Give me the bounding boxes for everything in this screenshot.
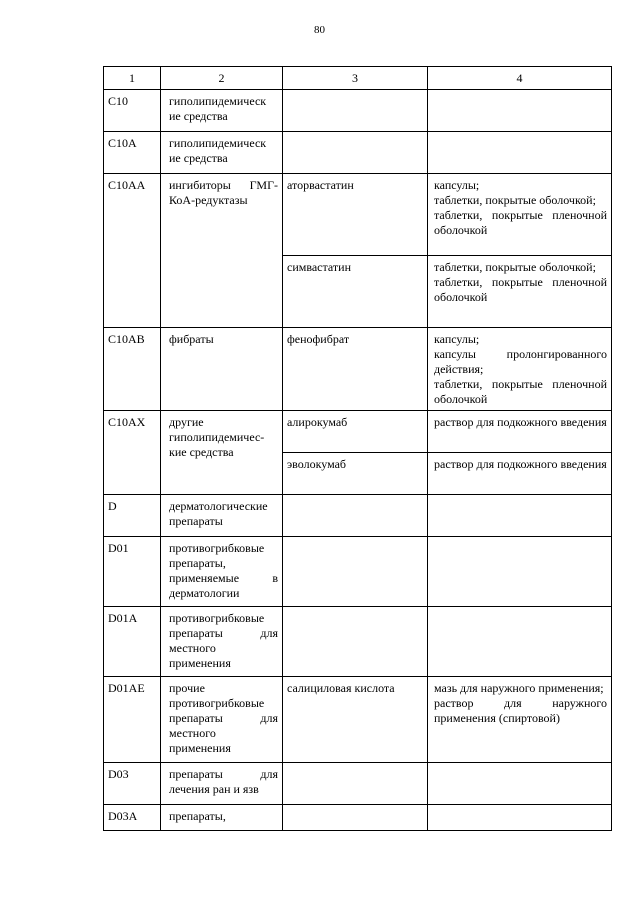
drug-name-cell	[283, 607, 428, 677]
group-name-cell: противогрибковые препараты для местного применения	[161, 607, 283, 677]
table-row	[104, 537, 612, 607]
dosage-form-line: мазь для наружного применения;	[434, 681, 604, 695]
dosage-form-line: таблетки, покрытые оболочкой;	[434, 260, 596, 274]
dosage-form-cell	[428, 90, 612, 132]
drug-classification-table	[103, 66, 612, 831]
dosage-form-line: раствор для подкожного введения	[434, 457, 607, 471]
atc-code-cell: D03	[104, 763, 161, 805]
drug-name-cell: симвастатин	[283, 256, 428, 328]
column-header: 1	[104, 67, 161, 90]
group-name-cell: дерматологические препараты	[161, 495, 283, 537]
atc-code-cell: C10AA	[104, 174, 161, 328]
group-name-cell: прочие противогрибковые препараты для местного применения	[161, 677, 283, 763]
group-name-cell: фибраты	[161, 328, 283, 411]
dosage-form-line: таблетки, покрытые пленочной оболочкой	[434, 208, 607, 237]
table-row	[104, 763, 612, 805]
dosage-form-cell	[428, 411, 612, 453]
group-name-cell: противогрибковые препараты, применяемые в дерматологии	[161, 537, 283, 607]
group-name-cell: ингибиторы ГМГ-КоА-редуктазы	[161, 174, 283, 328]
drug-name-cell: салициловая кислота	[283, 677, 428, 763]
group-name-cell: другие гиполипидемичес-кие средства	[161, 411, 283, 495]
dosage-form-line: таблетки, покрытые пленочной оболочкой	[434, 275, 607, 304]
dosage-form-line: капсулы;	[434, 178, 480, 192]
dosage-form-cell	[428, 256, 612, 328]
group-name-cell: препараты,	[161, 805, 283, 831]
group-name-cell: гиполипидемическ ие средства	[161, 132, 283, 174]
dosage-form-line: раствор для подкожного введения	[434, 415, 607, 429]
dosage-form-cell	[428, 805, 612, 831]
column-header: 3	[283, 67, 428, 90]
dosage-form-cell	[428, 537, 612, 607]
dosage-form-line: таблетки, покрытые пленочной оболочкой	[434, 377, 607, 406]
page-number: 80	[314, 24, 325, 36]
dosage-form-cell	[428, 607, 612, 677]
drug-name-cell	[283, 90, 428, 132]
atc-code-cell: C10AB	[104, 328, 161, 411]
atc-code-cell: D01A	[104, 607, 161, 677]
atc-code-cell: C10AX	[104, 411, 161, 495]
dosage-form-line: раствор для наружного применения (спиртовой)	[434, 696, 607, 725]
dosage-form-line: капсулы пролонгированного действия;	[434, 347, 607, 376]
table-row	[104, 174, 612, 256]
drug-name-cell: алирокумаб	[283, 411, 428, 453]
drug-name-cell	[283, 132, 428, 174]
table-row	[104, 677, 612, 763]
dosage-form-cell	[428, 132, 612, 174]
group-name-cell: гиполипидемическ ие средства	[161, 90, 283, 132]
atc-code-cell: D	[104, 495, 161, 537]
column-header: 2	[161, 67, 283, 90]
table-body	[104, 90, 612, 831]
drug-name-cell	[283, 537, 428, 607]
drug-name-cell: аторвастатин	[283, 174, 428, 256]
table-row	[104, 495, 612, 537]
dosage-form-cell	[428, 453, 612, 495]
drug-name-cell	[283, 495, 428, 537]
dosage-form-line: капсулы;	[434, 332, 480, 346]
table-row	[104, 328, 612, 411]
dosage-form-cell	[428, 328, 612, 411]
atc-code-cell: D01	[104, 537, 161, 607]
column-header: 4	[428, 67, 612, 90]
table-row	[104, 607, 612, 677]
atc-code-cell: D03A	[104, 805, 161, 831]
table-row	[104, 90, 612, 132]
table-row	[104, 411, 612, 453]
dosage-form-cell	[428, 677, 612, 763]
drug-name-cell	[283, 763, 428, 805]
dosage-form-cell	[428, 495, 612, 537]
group-name-cell: препараты для лечения ран и язв	[161, 763, 283, 805]
drug-name-cell: эволокумаб	[283, 453, 428, 495]
table-header-row	[104, 67, 612, 90]
dosage-form-cell	[428, 174, 612, 256]
table-row	[104, 805, 612, 831]
drug-name-cell	[283, 805, 428, 831]
dosage-form-cell	[428, 763, 612, 805]
atc-code-cell: C10	[104, 90, 161, 132]
drug-name-cell: фенофибрат	[283, 328, 428, 411]
dosage-form-line: таблетки, покрытые оболочкой;	[434, 193, 596, 207]
table-row	[104, 132, 612, 174]
atc-code-cell: D01AE	[104, 677, 161, 763]
atc-code-cell: C10A	[104, 132, 161, 174]
